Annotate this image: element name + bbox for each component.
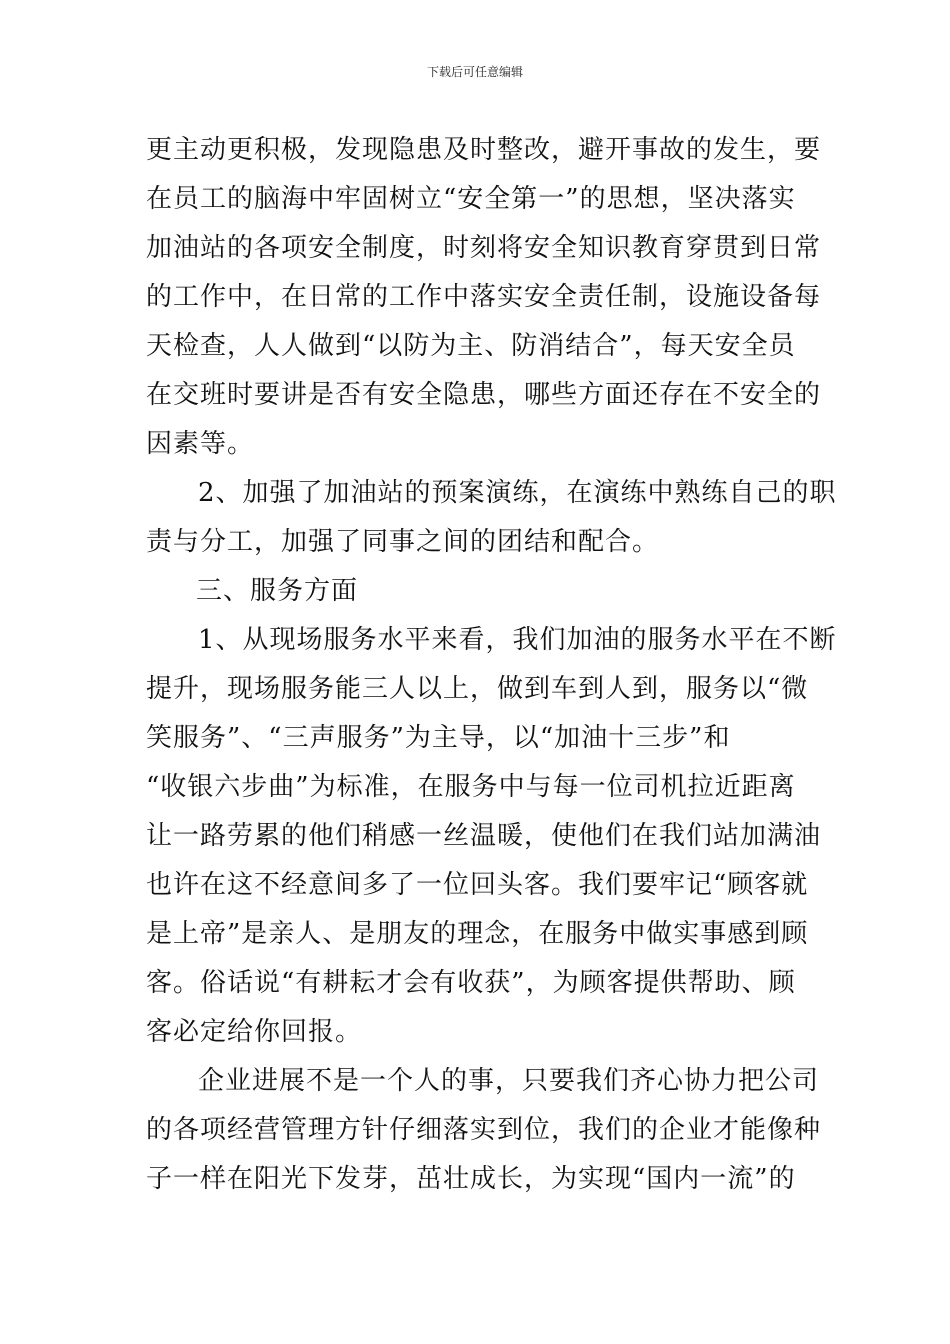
paragraph-line: 在交班时要讲是否有安全隐患，哪些方面还存在不安全的 [146, 380, 822, 410]
paragraph-line: 让一路劳累的他们稍感一丝温暖，使他们在我们站加满油 [146, 821, 822, 851]
page-header: 下载后可任意编辑 [426, 65, 523, 79]
paragraph-line: 企业进展不是一个人的事，只要我们齐心协力把公司 [198, 1066, 820, 1096]
paragraph-line: 责与分工，加强了同事之间的团结和配合。 [146, 527, 660, 557]
paragraph-line: 天检查，人人做到“以防为主、防消结合”，每天安全员 [146, 331, 796, 361]
paragraph-line: 笑服务”、“三声服务”为主导，以“加油十三步”和 [146, 723, 731, 753]
paragraph-line: 客必定给你回报。 [146, 1017, 363, 1047]
document-body [146, 126, 837, 1204]
paragraph-line: 加油站的各项安全制度，时刻将安全知识教育穿贯到日常 [146, 233, 822, 263]
paragraph-line: 提升，现场服务能三人以上，做到车到人到，服务以“微 [146, 674, 809, 704]
section-heading: 三、服务方面 [196, 576, 359, 606]
paragraph-line: 2、加强了加油站的预案演练，在演练中熟练自己的职 [198, 478, 837, 508]
paragraph-line: 子一样在阳光下发芽，茁壮成长，为实现“国内一流”的 [146, 1164, 796, 1194]
paragraph-line: 是上帝”是亲人、是朋友的理念，在服务中做实事感到顾 [146, 919, 809, 949]
paragraph-line: 因素等。 [146, 429, 255, 459]
paragraph-line: 更主动更积极，发现隐患及时整改，避开事故的发生，要 [146, 135, 822, 165]
paragraph-line: 的各项经营管理方针仔细落实到位，我们的企业才能像种 [146, 1115, 822, 1145]
paragraph-line: 的工作中，在日常的工作中落实安全责任制，设施设备每 [146, 282, 822, 312]
paragraph-line: 1、从现场服务水平来看，我们加油的服务水平在不断 [198, 625, 837, 655]
paragraph-line: 客。俗话说“有耕耘才会有收获”，为顾客提供帮助、顾 [146, 968, 796, 998]
paragraph-line: 也许在这不经意间多了一位回头客。我们要牢记“顾客就 [146, 870, 809, 900]
paragraph-line: “收银六步曲”为标准，在服务中与每一位司机拉近距离 [146, 772, 796, 802]
paragraph-line: 在员工的脑海中牢固树立“安全第一”的思想，坚决落实 [146, 184, 796, 214]
